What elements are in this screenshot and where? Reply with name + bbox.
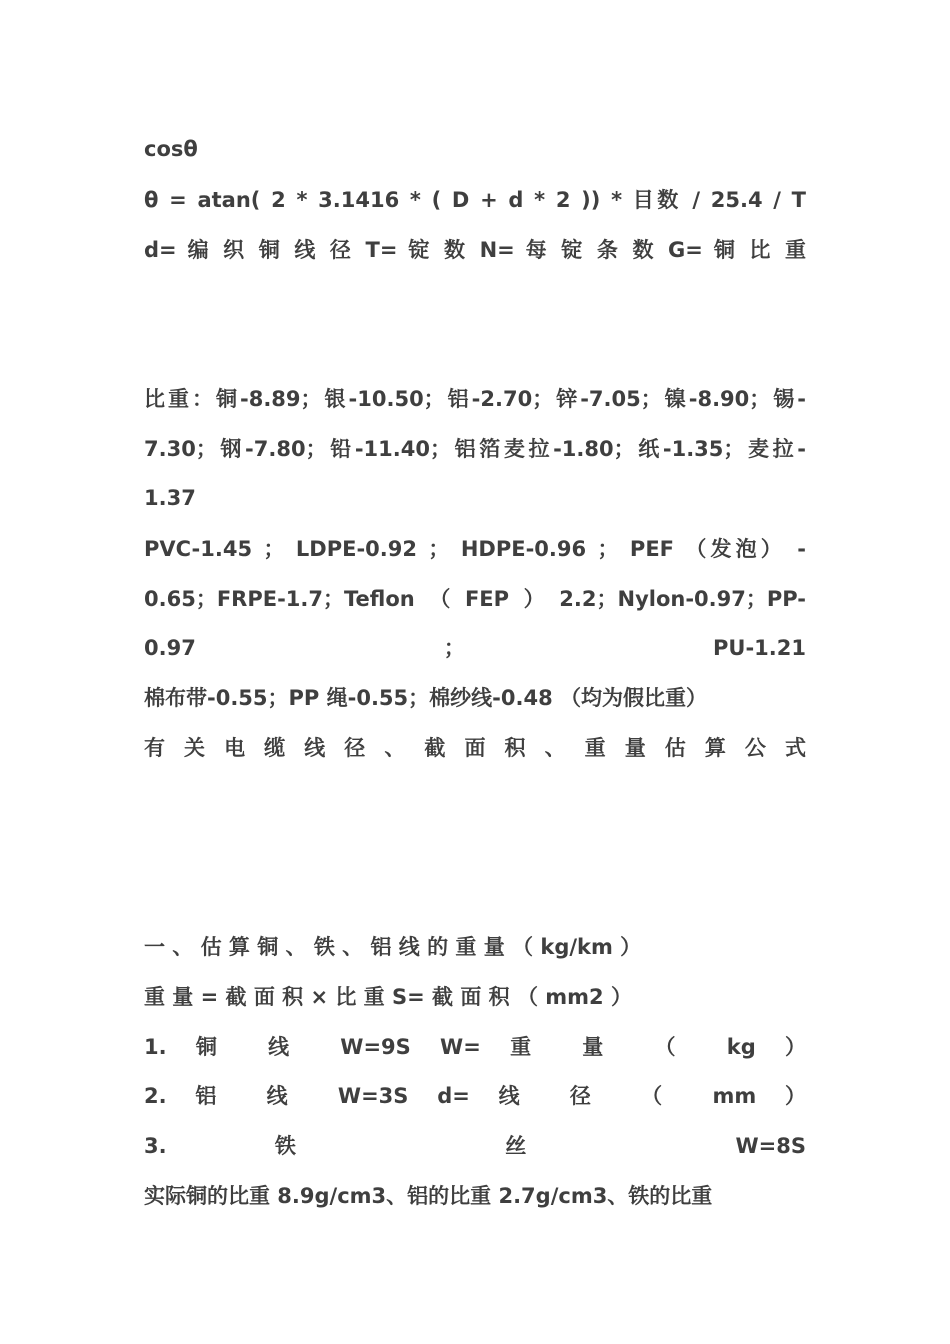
list-item-iron-wire: 3. 铁 丝 W=8S — [144, 1134, 806, 1158]
text-line-plastic-gravity-2: 0.65；FRPE-1.7；Teflon（FEP）2.2；Nylon-0.97；PP- — [144, 587, 806, 611]
text-line-plastic-gravity-1: PVC-1.45 ； LDPE-0.92 ； HDPE-0.96 ； PEF （发泡） - — [144, 537, 806, 561]
section-heading-estimation-formulas: 有 关 电 缆 线 径 、 截 面 积 、 重 量 估 算 公 式 — [144, 736, 806, 760]
section-heading-weight-estimation: 一 、 估 算 铜 、 铁 、 铝 线 的 重 量 （ kg/km ） — [144, 935, 642, 959]
list-item-copper-wire: 1. 铜 线 W=9S W= 重 量 （ kg ） — [144, 1035, 806, 1059]
text-line-theta-formula: θ = atan( 2 * 3.1416 * ( D + d * 2 )) * 目数 / 25.4 / T — [144, 188, 806, 212]
text-line-plastic-gravity-3: 0.97 ； PU-1.21 — [144, 636, 806, 660]
text-line-specific-gravity-1: 比重：铜-8.89；银-10.50；铝-2.70；锌-7.05；镍-8.90；锡- — [144, 387, 806, 411]
text-line-specific-gravity-3: 1.37 — [144, 486, 196, 510]
text-line-actual-gravity: 实际铜的比重 8.9g/cm3、铝的比重 2.7g/cm3、铁的比重 — [144, 1184, 713, 1208]
text-line-specific-gravity-2: 7.30；钢-7.80；铅-11.40；铝箔麦拉-1.80；纸-1.35；麦拉- — [144, 437, 806, 461]
text-line-variable-definitions: d= 编 织 铜 线 径 T= 锭 数 N= 每 锭 条 数 G= 铜 比 重 — [144, 238, 806, 262]
list-item-aluminum-wire: 2. 铝 线 W=3S d= 线 径 （ mm ） — [144, 1084, 806, 1108]
text-line-weight-formula: 重 量 = 截 面 积 × 比 重 S= 截 面 积 （ mm2 ） — [144, 985, 632, 1009]
text-line-cos-theta: cosθ — [144, 137, 198, 161]
text-line-fabric-gravity: 棉布带-0.55；PP 绳-0.55；棉纱线-0.48 （均为假比重） — [144, 686, 707, 710]
